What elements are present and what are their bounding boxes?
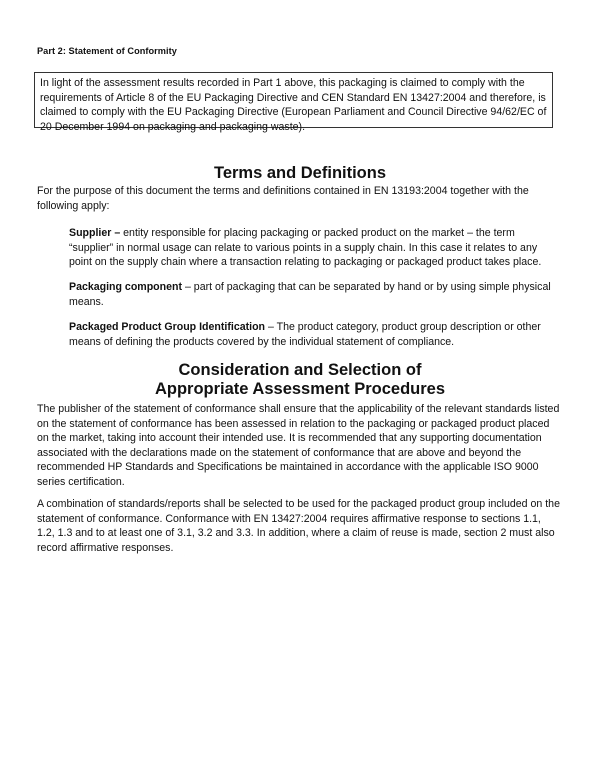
assessment-paragraph-2: A combination of standards/reports shall be selected to be used for the packaged product group included on the statement of conformance. Conformance with EN 13427:2004 requires affirmative response to sections 1.1, 1.2, 1.3 and to at least one of 3.1, 3.2 and 3.3. In addition, where a claim of reuse is made, section 2 must also record affirmative responses. xyxy=(37,498,560,554)
assessment-paragraph-1: The publisher of the statement of conformance shall ensure that the applicability of the relevant standards listed on the statement of conformance has been assessed in relation to the packaging or packaged product placed on the market, taking into account their intended use. It is recommended that any supporting documentation associated with the declarations made on the statement of conformance that are above and beyond the recommended HP Standards and Specifications be maintained in accordance with the applicable ISO 9000 series certification. xyxy=(37,403,560,488)
part2-heading: Part 2: Statement of Conformity xyxy=(37,46,177,56)
terms-definitions-title: Terms and Definitions xyxy=(213,164,387,182)
definition-text: – The product category, product group description or other means of defining the products covered by the individual statement of compliance. xyxy=(69,321,541,348)
definition-product-group-id xyxy=(69,320,561,349)
definition-supplier xyxy=(69,226,561,270)
conformity-statement-box xyxy=(34,72,553,133)
terms-intro: For the purpose of this document the terms and definitions contained in EN 13193:2004 together with the following apply: xyxy=(37,185,529,212)
definition-term: Packaging component xyxy=(69,281,183,293)
definition-text: – part of packaging that can be separated by hand or by using simple physical means. xyxy=(69,281,551,308)
conformity-statement-text: In light of the assessment results recorded in Part 1 above, this packaging is claimed to comply with the requirements of Article 8 of the EU Packaging Directive and CEN Standard EN 13427:2004 and therefore, is claimed to comply with the EU Packaging Directive (European Parliament and Council Directive 94/62/EC of 20 December 1994 on packaging and packaging waste). xyxy=(40,77,547,133)
assessment-title-line1: Consideration and Selection of xyxy=(178,361,422,379)
assessment-procedures-title xyxy=(0,361,600,399)
definition-packaging-component xyxy=(69,280,561,309)
definition-term: Packaged Product Group Identification xyxy=(69,321,266,333)
assessment-title-line2: Appropriate Assessment Procedures xyxy=(154,380,446,398)
definition-term: Supplier – xyxy=(69,227,121,239)
definition-text: entity responsible for placing packaging or packed product on the market – the term “supplier” in normal usage can relate to various points in a supply chain. In this case it relates to any point on the supply chain where a transaction relating to packaging or packaged product takes place. xyxy=(69,227,542,268)
